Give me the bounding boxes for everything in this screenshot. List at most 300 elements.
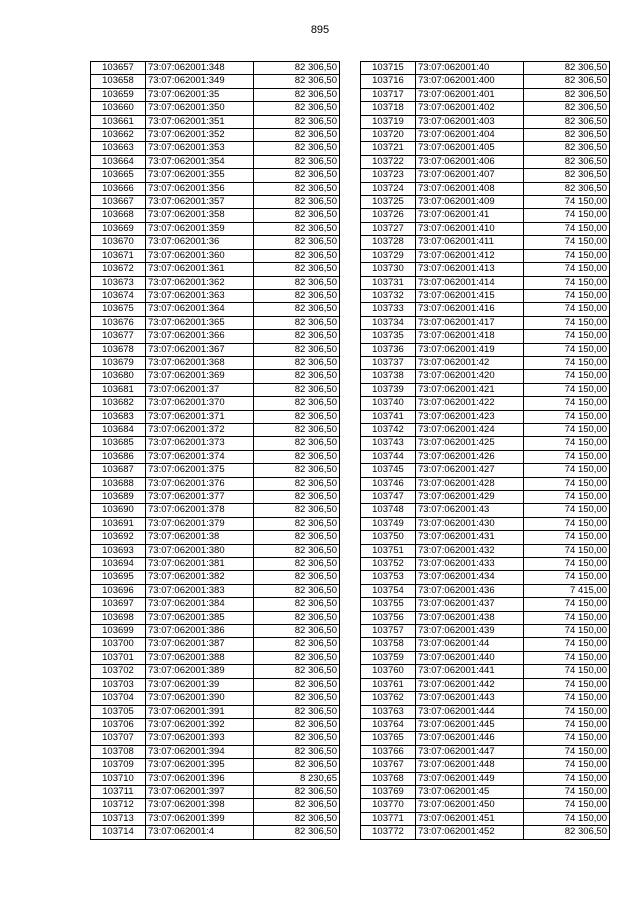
cadastral-number-cell: 73:07:062001:354 xyxy=(146,155,254,168)
row-number-cell: 103683 xyxy=(91,410,146,423)
cadastral-number-cell: 73:07:062001:44 xyxy=(416,638,524,651)
table-row xyxy=(361,370,610,383)
cadastral-value-cell: 82 306,50 xyxy=(254,222,340,235)
cadastral-value-cell: 82 306,50 xyxy=(254,531,340,544)
table-row xyxy=(91,718,340,731)
row-number-cell: 103690 xyxy=(91,504,146,517)
row-number-cell: 103738 xyxy=(361,370,416,383)
row-number-cell: 103658 xyxy=(91,75,146,88)
cadastral-value-cell: 74 150,00 xyxy=(524,196,610,209)
table-row xyxy=(361,558,610,571)
cadastral-value-cell: 74 150,00 xyxy=(524,222,610,235)
cadastral-number-cell: 73:07:062001:369 xyxy=(146,370,254,383)
cadastral-value-cell: 82 306,50 xyxy=(524,142,610,155)
cadastral-value-cell: 82 306,50 xyxy=(254,571,340,584)
table-row xyxy=(91,477,340,490)
row-number-cell: 103745 xyxy=(361,464,416,477)
cadastral-number-cell: 73:07:062001:443 xyxy=(416,692,524,705)
cadastral-number-cell: 73:07:062001:417 xyxy=(416,316,524,329)
row-number-cell: 103746 xyxy=(361,477,416,490)
cadastral-value-cell: 74 150,00 xyxy=(524,785,610,798)
cadastral-value-cell: 74 150,00 xyxy=(524,410,610,423)
table-row xyxy=(361,678,610,691)
cadastral-number-cell: 73:07:062001:43 xyxy=(416,504,524,517)
cadastral-value-cell: 82 306,50 xyxy=(524,182,610,195)
table-row xyxy=(91,732,340,745)
table-row xyxy=(91,410,340,423)
cadastral-number-cell: 73:07:062001:352 xyxy=(146,129,254,142)
cadastral-value-cell: 82 306,50 xyxy=(254,383,340,396)
cadastral-value-cell: 74 150,00 xyxy=(524,799,610,812)
cadastral-number-cell: 73:07:062001:377 xyxy=(146,491,254,504)
table-row xyxy=(361,356,610,369)
cadastral-number-cell: 73:07:062001:376 xyxy=(146,477,254,490)
table-row xyxy=(361,276,610,289)
row-number-cell: 103758 xyxy=(361,638,416,651)
cadastral-value-cell: 74 150,00 xyxy=(524,692,610,705)
cadastral-value-cell: 82 306,50 xyxy=(254,343,340,356)
cadastral-value-cell: 82 306,50 xyxy=(254,732,340,745)
table-row xyxy=(361,611,610,624)
row-number-cell: 103720 xyxy=(361,129,416,142)
row-number-cell: 103744 xyxy=(361,450,416,463)
table-row xyxy=(361,410,610,423)
cadastral-value-cell: 82 306,50 xyxy=(254,142,340,155)
cadastral-number-cell: 73:07:062001:399 xyxy=(146,812,254,825)
cadastral-number-cell: 73:07:062001:365 xyxy=(146,316,254,329)
table-row xyxy=(361,236,610,249)
row-number-cell: 103696 xyxy=(91,584,146,597)
cadastral-value-cell: 74 150,00 xyxy=(524,571,610,584)
cadastral-number-cell: 73:07:062001:448 xyxy=(416,759,524,772)
cadastral-number-cell: 73:07:062001:398 xyxy=(146,799,254,812)
cadastral-value-cell: 82 306,50 xyxy=(254,196,340,209)
cadastral-value-cell: 82 306,50 xyxy=(254,263,340,276)
table-row xyxy=(91,437,340,450)
row-number-cell: 103673 xyxy=(91,276,146,289)
cadastral-number-cell: 73:07:062001:427 xyxy=(416,464,524,477)
cadastral-value-cell: 82 306,50 xyxy=(524,75,610,88)
cadastral-number-cell: 73:07:062001:404 xyxy=(416,129,524,142)
row-number-cell: 103708 xyxy=(91,745,146,758)
cadastral-number-cell: 73:07:062001:350 xyxy=(146,102,254,115)
table-row xyxy=(91,249,340,262)
cadastral-value-cell: 82 306,50 xyxy=(524,826,610,839)
cadastral-value-cell: 74 150,00 xyxy=(524,611,610,624)
row-number-cell: 103693 xyxy=(91,544,146,557)
cadastral-value-cell: 82 306,50 xyxy=(254,330,340,343)
row-number-cell: 103701 xyxy=(91,651,146,664)
row-number-cell: 103737 xyxy=(361,356,416,369)
table-row xyxy=(91,517,340,530)
row-number-cell: 103719 xyxy=(361,115,416,128)
table-row xyxy=(91,129,340,142)
cadastral-number-cell: 73:07:062001:418 xyxy=(416,330,524,343)
cadastral-number-cell: 73:07:062001:432 xyxy=(416,544,524,557)
table-row xyxy=(91,705,340,718)
cadastral-number-cell: 73:07:062001:383 xyxy=(146,584,254,597)
table-row xyxy=(361,209,610,222)
cadastral-value-cell: 74 150,00 xyxy=(524,705,610,718)
cadastral-value-cell: 74 150,00 xyxy=(524,343,610,356)
cadastral-number-cell: 73:07:062001:390 xyxy=(146,692,254,705)
table-row xyxy=(361,665,610,678)
table-row xyxy=(91,182,340,195)
row-number-cell: 103766 xyxy=(361,745,416,758)
row-number-cell: 103753 xyxy=(361,571,416,584)
row-number-cell: 103752 xyxy=(361,558,416,571)
table-row xyxy=(91,651,340,664)
cadastral-number-cell: 73:07:062001:413 xyxy=(416,263,524,276)
cadastral-number-cell: 73:07:062001:40 xyxy=(416,62,524,75)
row-number-cell: 103733 xyxy=(361,303,416,316)
table-row xyxy=(91,558,340,571)
cadastral-number-cell: 73:07:062001:395 xyxy=(146,759,254,772)
table-row xyxy=(361,142,610,155)
cadastral-value-cell: 74 150,00 xyxy=(524,678,610,691)
table-row xyxy=(361,571,610,584)
cadastral-value-cell: 82 306,50 xyxy=(254,397,340,410)
cadastral-number-cell: 73:07:062001:449 xyxy=(416,772,524,785)
table-row xyxy=(91,356,340,369)
table-row xyxy=(361,504,610,517)
row-number-cell: 103763 xyxy=(361,705,416,718)
cadastral-number-cell: 73:07:062001:436 xyxy=(416,584,524,597)
table-row xyxy=(91,625,340,638)
row-number-cell: 103699 xyxy=(91,625,146,638)
table-row xyxy=(361,745,610,758)
cadastral-number-cell: 73:07:062001:371 xyxy=(146,410,254,423)
cadastral-number-cell: 73:07:062001:431 xyxy=(416,531,524,544)
row-number-cell: 103741 xyxy=(361,410,416,423)
cadastral-number-cell: 73:07:062001:422 xyxy=(416,397,524,410)
row-number-cell: 103704 xyxy=(91,692,146,705)
row-number-cell: 103770 xyxy=(361,799,416,812)
row-number-cell: 103692 xyxy=(91,531,146,544)
cadastral-number-cell: 73:07:062001:357 xyxy=(146,196,254,209)
cadastral-value-cell: 74 150,00 xyxy=(524,718,610,731)
row-number-cell: 103762 xyxy=(361,692,416,705)
table-row xyxy=(91,196,340,209)
cadastral-number-cell: 73:07:062001:42 xyxy=(416,356,524,369)
table-row xyxy=(91,209,340,222)
cadastral-number-cell: 73:07:062001:361 xyxy=(146,263,254,276)
cadastral-number-cell: 73:07:062001:421 xyxy=(416,383,524,396)
cadastral-number-cell: 73:07:062001:366 xyxy=(146,330,254,343)
cadastral-value-cell: 74 150,00 xyxy=(524,558,610,571)
row-number-cell: 103759 xyxy=(361,651,416,664)
cadastral-value-cell: 74 150,00 xyxy=(524,289,610,302)
row-number-cell: 103726 xyxy=(361,209,416,222)
table-row xyxy=(91,584,340,597)
cadastral-number-cell: 73:07:062001:386 xyxy=(146,625,254,638)
table-row xyxy=(91,464,340,477)
cadastral-value-cell: 74 150,00 xyxy=(524,759,610,772)
cadastral-value-cell: 82 306,50 xyxy=(254,303,340,316)
table-row xyxy=(361,75,610,88)
row-number-cell: 103659 xyxy=(91,88,146,101)
cadastral-number-cell: 73:07:062001:392 xyxy=(146,718,254,731)
table-row xyxy=(361,155,610,168)
table-row xyxy=(91,772,340,785)
cadastral-number-cell: 73:07:062001:429 xyxy=(416,491,524,504)
cadastral-value-cell: 74 150,00 xyxy=(524,491,610,504)
cadastral-number-cell: 73:07:062001:351 xyxy=(146,115,254,128)
cadastral-value-cell: 74 150,00 xyxy=(524,370,610,383)
row-number-cell: 103663 xyxy=(91,142,146,155)
cadastral-number-cell: 73:07:062001:385 xyxy=(146,611,254,624)
cadastral-number-cell: 73:07:062001:368 xyxy=(146,356,254,369)
cadastral-value-cell: 74 150,00 xyxy=(524,812,610,825)
table-row xyxy=(361,759,610,772)
table-row xyxy=(361,102,610,115)
cadastral-number-cell: 73:07:062001:349 xyxy=(146,75,254,88)
table-row xyxy=(91,491,340,504)
table-row xyxy=(91,678,340,691)
table-row xyxy=(361,249,610,262)
row-number-cell: 103698 xyxy=(91,611,146,624)
cadastral-number-cell: 73:07:062001:416 xyxy=(416,303,524,316)
cadastral-value-cell: 74 150,00 xyxy=(524,544,610,557)
table-row xyxy=(361,450,610,463)
table-row xyxy=(361,692,610,705)
cadastral-value-cell: 82 306,50 xyxy=(254,517,340,530)
row-number-cell: 103760 xyxy=(361,665,416,678)
cadastral-value-cell: 74 150,00 xyxy=(524,504,610,517)
cadastral-value-cell: 74 150,00 xyxy=(524,598,610,611)
table-row xyxy=(91,316,340,329)
cadastral-value-cell: 82 306,50 xyxy=(254,410,340,423)
cadastral-value-cell: 82 306,50 xyxy=(524,169,610,182)
cadastral-value-cell: 74 150,00 xyxy=(524,236,610,249)
cadastral-value-cell: 82 306,50 xyxy=(254,665,340,678)
table-row xyxy=(91,799,340,812)
cadastral-number-cell: 73:07:062001:411 xyxy=(416,236,524,249)
cadastral-number-cell: 73:07:062001:425 xyxy=(416,437,524,450)
cadastral-number-cell: 73:07:062001:387 xyxy=(146,638,254,651)
register-table-right-body xyxy=(361,62,610,840)
row-number-cell: 103771 xyxy=(361,812,416,825)
table-row xyxy=(91,115,340,128)
row-number-cell: 103750 xyxy=(361,531,416,544)
cadastral-value-cell: 82 306,50 xyxy=(254,799,340,812)
row-number-cell: 103677 xyxy=(91,330,146,343)
table-row xyxy=(361,62,610,75)
cadastral-number-cell: 73:07:062001:358 xyxy=(146,209,254,222)
cadastral-number-cell: 73:07:062001:374 xyxy=(146,450,254,463)
cadastral-number-cell: 73:07:062001:451 xyxy=(416,812,524,825)
row-number-cell: 103769 xyxy=(361,785,416,798)
cadastral-value-cell: 82 306,50 xyxy=(254,692,340,705)
table-row xyxy=(361,705,610,718)
cadastral-value-cell: 7 415,00 xyxy=(524,584,610,597)
row-number-cell: 103764 xyxy=(361,718,416,731)
cadastral-value-cell: 82 306,50 xyxy=(254,638,340,651)
row-number-cell: 103761 xyxy=(361,678,416,691)
row-number-cell: 103678 xyxy=(91,343,146,356)
table-row xyxy=(91,303,340,316)
register-table-left-body xyxy=(91,62,340,840)
table-row xyxy=(91,598,340,611)
table-row xyxy=(361,383,610,396)
cadastral-number-cell: 73:07:062001:445 xyxy=(416,718,524,731)
cadastral-value-cell: 82 306,50 xyxy=(254,718,340,731)
cadastral-value-cell: 82 306,50 xyxy=(254,678,340,691)
cadastral-value-cell: 74 150,00 xyxy=(524,625,610,638)
table-row xyxy=(361,517,610,530)
table-row xyxy=(361,651,610,664)
cadastral-value-cell: 74 150,00 xyxy=(524,732,610,745)
table-row xyxy=(361,638,610,651)
cadastral-value-cell: 82 306,50 xyxy=(254,182,340,195)
cadastral-value-cell: 82 306,50 xyxy=(254,759,340,772)
cadastral-value-cell: 82 306,50 xyxy=(524,62,610,75)
table-row xyxy=(361,544,610,557)
row-number-cell: 103711 xyxy=(91,785,146,798)
cadastral-number-cell: 73:07:062001:353 xyxy=(146,142,254,155)
cadastral-number-cell: 73:07:062001:364 xyxy=(146,303,254,316)
table-row xyxy=(91,142,340,155)
row-number-cell: 103713 xyxy=(91,812,146,825)
row-number-cell: 103674 xyxy=(91,289,146,302)
cadastral-value-cell: 74 150,00 xyxy=(524,745,610,758)
row-number-cell: 103695 xyxy=(91,571,146,584)
cadastral-number-cell: 73:07:062001:36 xyxy=(146,236,254,249)
cadastral-number-cell: 73:07:062001:370 xyxy=(146,397,254,410)
row-number-cell: 103727 xyxy=(361,222,416,235)
cadastral-value-cell: 82 306,50 xyxy=(254,423,340,436)
table-row xyxy=(361,222,610,235)
table-row xyxy=(91,571,340,584)
table-row xyxy=(91,289,340,302)
row-number-cell: 103679 xyxy=(91,356,146,369)
table-row xyxy=(91,638,340,651)
cadastral-value-cell: 74 150,00 xyxy=(524,423,610,436)
row-number-cell: 103723 xyxy=(361,169,416,182)
cadastral-number-cell: 73:07:062001:391 xyxy=(146,705,254,718)
row-number-cell: 103694 xyxy=(91,558,146,571)
table-row xyxy=(91,759,340,772)
cadastral-number-cell: 73:07:062001:428 xyxy=(416,477,524,490)
cadastral-number-cell: 73:07:062001:35 xyxy=(146,88,254,101)
table-row xyxy=(91,611,340,624)
table-row xyxy=(91,531,340,544)
cadastral-number-cell: 73:07:062001:437 xyxy=(416,598,524,611)
table-row xyxy=(91,826,340,839)
row-number-cell: 103754 xyxy=(361,584,416,597)
table-row xyxy=(361,423,610,436)
cadastral-value-cell: 82 306,50 xyxy=(254,102,340,115)
cadastral-number-cell: 73:07:062001:450 xyxy=(416,799,524,812)
cadastral-value-cell: 74 150,00 xyxy=(524,263,610,276)
cadastral-number-cell: 73:07:062001:424 xyxy=(416,423,524,436)
table-row xyxy=(361,732,610,745)
cadastral-value-cell: 82 306,50 xyxy=(254,785,340,798)
cadastral-value-cell: 82 306,50 xyxy=(254,611,340,624)
cadastral-value-cell: 74 150,00 xyxy=(524,464,610,477)
cadastral-number-cell: 73:07:062001:348 xyxy=(146,62,254,75)
table-row xyxy=(361,491,610,504)
row-number-cell: 103721 xyxy=(361,142,416,155)
table-row xyxy=(91,75,340,88)
cadastral-number-cell: 73:07:062001:39 xyxy=(146,678,254,691)
table-row xyxy=(361,584,610,597)
cadastral-value-cell: 82 306,50 xyxy=(254,249,340,262)
cadastral-value-cell: 8 230,65 xyxy=(254,772,340,785)
register-table-left xyxy=(90,61,340,840)
cadastral-number-cell: 73:07:062001:402 xyxy=(416,102,524,115)
cadastral-value-cell: 82 306,50 xyxy=(254,236,340,249)
row-number-cell: 103751 xyxy=(361,544,416,557)
cadastral-value-cell: 82 306,50 xyxy=(254,504,340,517)
cadastral-value-cell: 82 306,50 xyxy=(254,169,340,182)
row-number-cell: 103757 xyxy=(361,625,416,638)
cadastral-value-cell: 82 306,50 xyxy=(254,88,340,101)
cadastral-value-cell: 82 306,50 xyxy=(254,705,340,718)
cadastral-number-cell: 73:07:062001:4 xyxy=(146,826,254,839)
cadastral-number-cell: 73:07:062001:440 xyxy=(416,651,524,664)
table-row xyxy=(91,330,340,343)
cadastral-number-cell: 73:07:062001:393 xyxy=(146,732,254,745)
table-row xyxy=(91,450,340,463)
cadastral-value-cell: 74 150,00 xyxy=(524,437,610,450)
cadastral-number-cell: 73:07:062001:423 xyxy=(416,410,524,423)
row-number-cell: 103728 xyxy=(361,236,416,249)
table-row xyxy=(361,196,610,209)
table-row xyxy=(361,330,610,343)
row-number-cell: 103755 xyxy=(361,598,416,611)
cadastral-value-cell: 82 306,50 xyxy=(254,464,340,477)
row-number-cell: 103657 xyxy=(91,62,146,75)
row-number-cell: 103666 xyxy=(91,182,146,195)
cadastral-number-cell: 73:07:062001:360 xyxy=(146,249,254,262)
row-number-cell: 103707 xyxy=(91,732,146,745)
row-number-cell: 103768 xyxy=(361,772,416,785)
cadastral-value-cell: 82 306,50 xyxy=(524,115,610,128)
cadastral-number-cell: 73:07:062001:405 xyxy=(416,142,524,155)
cadastral-value-cell: 82 306,50 xyxy=(524,129,610,142)
cadastral-value-cell: 74 150,00 xyxy=(524,356,610,369)
cadastral-number-cell: 73:07:062001:389 xyxy=(146,665,254,678)
table-row xyxy=(91,504,340,517)
row-number-cell: 103664 xyxy=(91,155,146,168)
table-row xyxy=(361,303,610,316)
cadastral-value-cell: 74 150,00 xyxy=(524,450,610,463)
table-row xyxy=(361,129,610,142)
row-number-cell: 103672 xyxy=(91,263,146,276)
table-row xyxy=(91,423,340,436)
row-number-cell: 103675 xyxy=(91,303,146,316)
row-number-cell: 103716 xyxy=(361,75,416,88)
cadastral-value-cell: 74 150,00 xyxy=(524,397,610,410)
row-number-cell: 103676 xyxy=(91,316,146,329)
row-number-cell: 103730 xyxy=(361,263,416,276)
cadastral-number-cell: 73:07:062001:419 xyxy=(416,343,524,356)
cadastral-number-cell: 73:07:062001:408 xyxy=(416,182,524,195)
row-number-cell: 103689 xyxy=(91,491,146,504)
cadastral-value-cell: 82 306,50 xyxy=(524,155,610,168)
row-number-cell: 103767 xyxy=(361,759,416,772)
table-row xyxy=(361,464,610,477)
row-number-cell: 103687 xyxy=(91,464,146,477)
cadastral-number-cell: 73:07:062001:415 xyxy=(416,289,524,302)
cadastral-number-cell: 73:07:062001:380 xyxy=(146,544,254,557)
cadastral-value-cell: 82 306,50 xyxy=(254,584,340,597)
cadastral-number-cell: 73:07:062001:401 xyxy=(416,88,524,101)
cadastral-value-cell: 82 306,50 xyxy=(254,625,340,638)
table-row xyxy=(361,263,610,276)
row-number-cell: 103667 xyxy=(91,196,146,209)
